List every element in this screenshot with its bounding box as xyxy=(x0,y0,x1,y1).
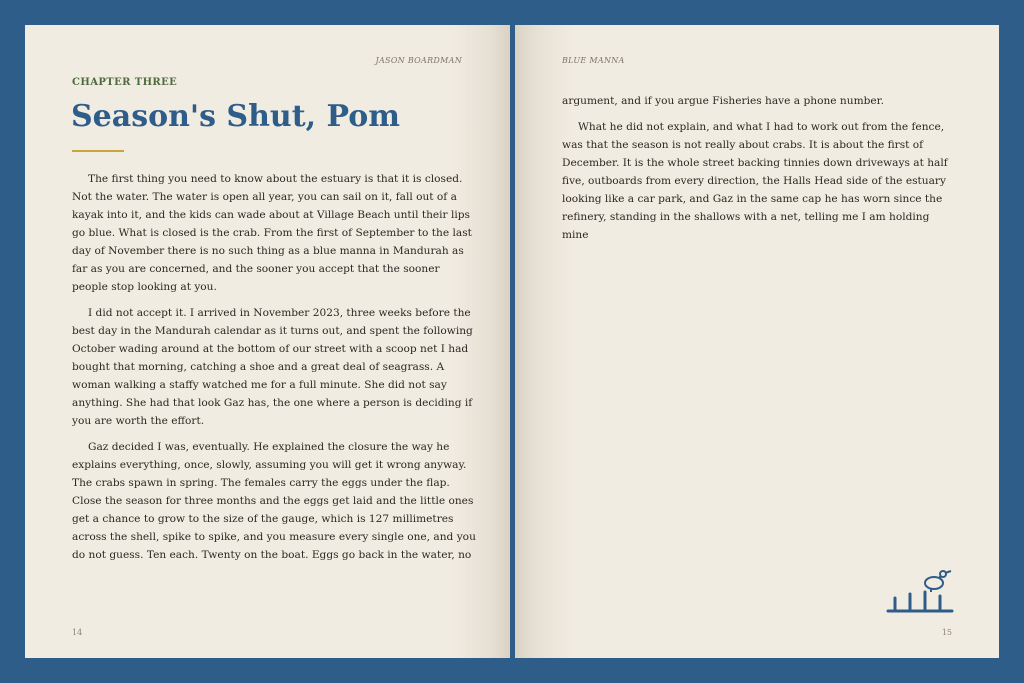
paragraph: argument, and if you argue Fisheries have a phone number. xyxy=(562,95,884,107)
paragraph: I did not accept it. I arrived in November 2023, three weeks before the best day in the Mandurah calendar as it turns out, and spent the following October wading around at the bottom of our street with a scoop net I had bought that morning, catching a shoe and a great deal of seagrass. A woman walking a staffy watched me for a full minute. She did not say anything. She had that look Gaz has, the one where a person is deciding if you are worth the effort. xyxy=(72,307,473,427)
right-page xyxy=(515,25,999,658)
left-body-text xyxy=(72,170,477,572)
running-head-author: JASON BOARDMAN xyxy=(375,56,462,65)
left-page xyxy=(25,25,510,658)
heron-on-jetty-icon xyxy=(885,566,955,616)
page-number: 15 xyxy=(941,628,952,637)
paragraph: Gaz decided I was, eventually. He explained the closure the way he explains everything, once, slowly, assuming you will get it wrong anyway. The crabs spawn in spring. The females carry the eggs under the flap. Close the season for three months and the eggs get laid and the little ones get a chance to grow to the size of the gauge, which is 127 millimetres across the shell, spike to spike, and you measure every single one, and you do not guess. Ten each. Twenty on the boat. Eggs go back in the water, no xyxy=(72,441,476,561)
paragraph: The first thing you need to know about the estuary is that it is closed. Not the water. The water is open all year, you can sail on it, fall out of a kayak into it, and the kids can wade about at Village Beach until their lips go blue. What is closed is the crab. From the first of September to the last day of November there is no such thing as a blue manna in Mandurah as far as you are concerned, and the sooner you accept that the sooner people stop looking at you. xyxy=(72,173,472,293)
title-rule xyxy=(72,150,124,152)
chapter-label: CHAPTER THREE xyxy=(72,77,178,88)
page-number: 14 xyxy=(72,628,83,637)
chapter-title: Season's Shut, Pom xyxy=(71,99,400,134)
running-head-title: BLUE MANNA xyxy=(562,56,625,65)
paragraph: What he did not explain, and what I had to work out from the fence, was that the season is not really about crabs. It is about the first of December. It is the whole street backing tinnies down driveways at half five, outboards from every direction, the Halls Head side of the estuary looking like a car park, and Gaz in the same cap he has worn since the refinery, standing in the shallows with a net, telling me I am holding mine xyxy=(562,121,948,241)
right-body-text xyxy=(562,92,957,252)
